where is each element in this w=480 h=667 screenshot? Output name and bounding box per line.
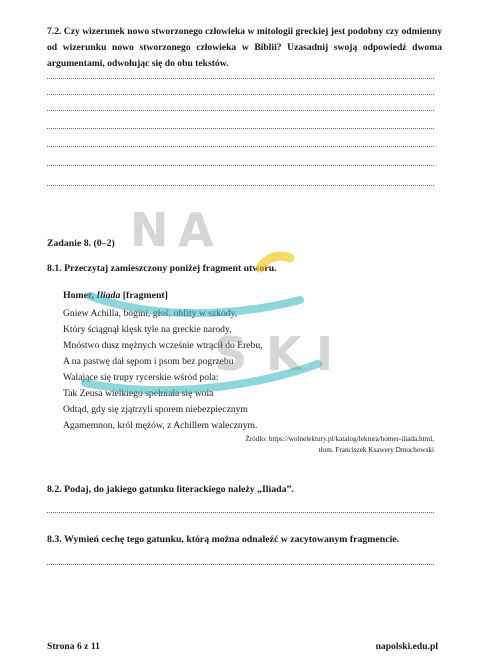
watermark-letter-s: S <box>214 327 248 381</box>
poem-text <box>63 306 263 434</box>
poem-line: Agamemnon, król mężów, z Achillem walecznym. <box>63 420 258 431</box>
source-url: Źródło: https://wolnelektury.pl/katalog/lektura/homer-iliada.html, <box>245 435 434 443</box>
poem-line: A na pastwę dał sępom i psom bez pogrzebu <box>63 356 234 367</box>
question-8-1: 8.1. Przeczytaj zamieszczony poniżej fragment utworu. <box>47 263 277 274</box>
page-number: Strona 6 z 11 <box>47 641 100 652</box>
poem-line: Odtąd, gdy się zjątrzyli sporem niebezpiecznym <box>63 404 248 415</box>
poem-line: Mnóstwo dusz mężnych wcześnie wtrącił do Erebu, <box>63 340 263 351</box>
answer-line[interactable] <box>47 165 434 166</box>
answer-line[interactable] <box>47 512 434 513</box>
poem-work-title: Iliada <box>96 290 121 301</box>
answer-line[interactable] <box>47 564 434 565</box>
answer-line[interactable] <box>47 78 434 79</box>
source-citation <box>245 434 434 456</box>
poem-line: Walające się trupy rycerskie wśród pola: <box>63 372 219 383</box>
poem-author: Homer, <box>63 290 97 301</box>
question-8-2: 8.2. Podaj, do jakiego gatunku literackiego należy „Iliada”. <box>47 484 294 495</box>
watermark-letter-k: K <box>266 327 302 381</box>
watermark-letter-i: I <box>316 327 334 381</box>
question-7-2: 7.2. Czy wizerunek nowo stworzonego człowieka w mitologii greckiej jest podobny czy odmienny od wizerunku nowo stworzonego człowieka w Biblii? Uzasadnij swoją odpowiedź dwoma argumentami, odwołując się do obu tekstów. <box>47 26 442 69</box>
answer-line[interactable] <box>47 94 434 95</box>
answer-line[interactable] <box>47 146 434 147</box>
answer-line[interactable] <box>47 128 434 129</box>
question-8-3: 8.3. Wymień cechę tego gatunku, którą można odnaleźć w zacytowanym fragmencie. <box>47 534 400 545</box>
poem-line: Gniew Achilla, bogini, głoś, obfity w szkody, <box>63 308 238 319</box>
poem-line: Który ściągnął klęsk tyle na greckie narody, <box>63 324 232 335</box>
task-8-title: Zadanie 8. (0–2) <box>47 238 115 249</box>
watermark-letter-n: N <box>130 203 169 257</box>
poem-title <box>63 290 168 301</box>
answer-line[interactable] <box>47 110 434 111</box>
watermark-letter-a: A <box>178 203 214 257</box>
poem-line: Tak Zeusa wielkiego spełniała się wola <box>63 388 214 399</box>
source-translator: tłum. Franciszek Ksawery Dmochowski <box>318 446 434 454</box>
answer-line[interactable] <box>47 185 434 186</box>
poem-fragment-label: [fragment] <box>120 290 168 301</box>
site-name: napolski.edu.pl <box>375 641 438 652</box>
